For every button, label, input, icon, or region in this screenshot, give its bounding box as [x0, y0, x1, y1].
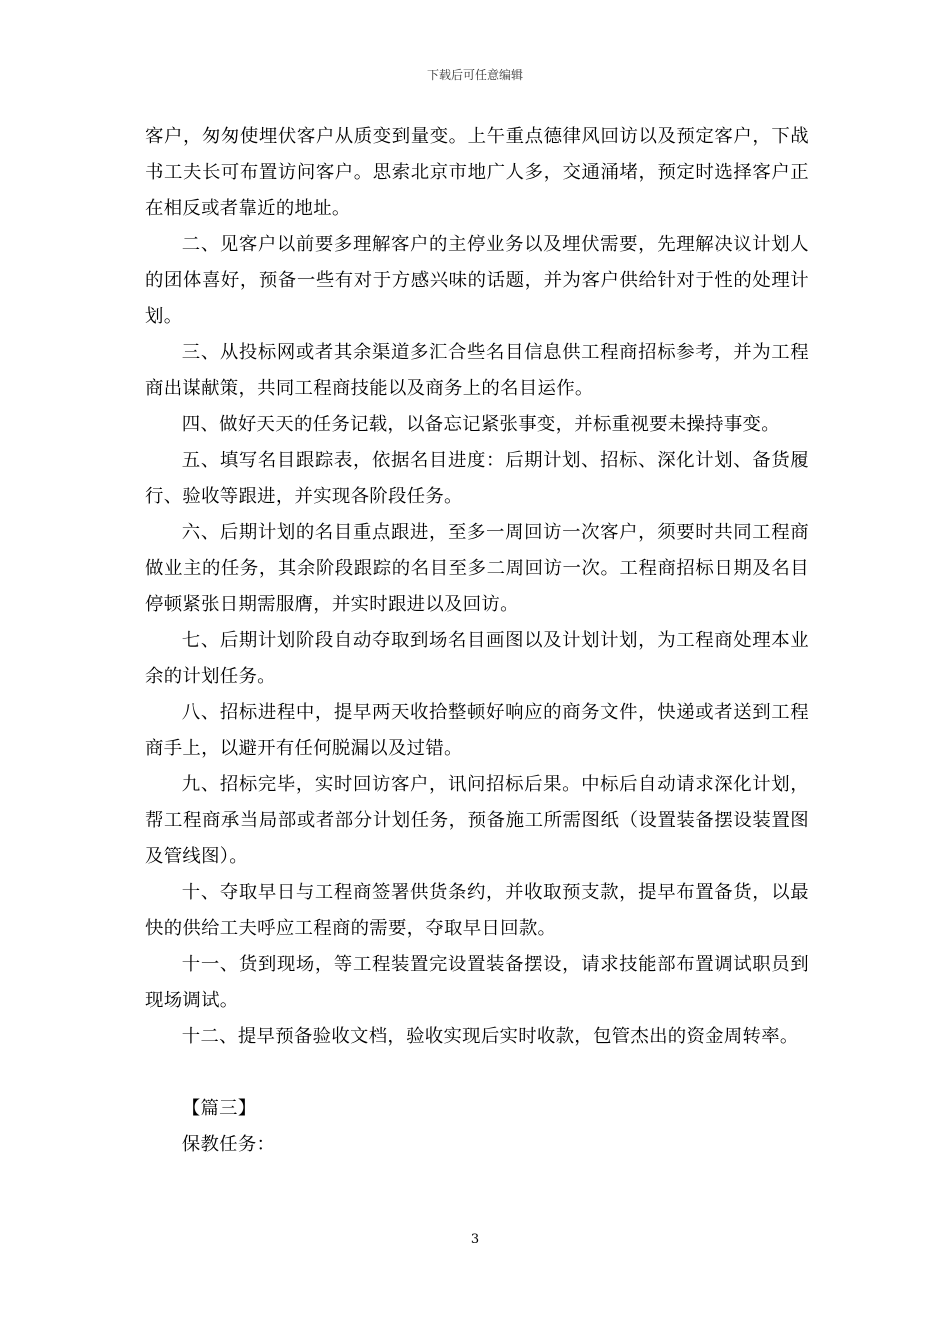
- paragraph-item-3: 三、从投标网或者其余渠道多汇合些名目信息供工程商招标参考，并为工程商出谋献策，共同工程商技能以及商务上的名目运作。: [145, 342, 809, 399]
- page-header: 下载后可任意编辑: [426, 68, 523, 82]
- section-subheading: 保教任务：: [181, 1134, 276, 1155]
- paragraph-item-12: 十二、提早预备验收文档，验收实现后实时收款，包管杰出的资金周转率。: [181, 1026, 799, 1047]
- paragraph-item-10: 十、夺取早日与工程商签署供货条约，并收取预支款，提早布置备货，以最快的供给工夫呼应工程商的需要，夺取早日回款。: [145, 882, 809, 939]
- paragraph-item-2: 二、见客户以前要多理解客户的主停业务以及埋伏需要，先理解决议计划人的团体喜好，预备一些有对于方感兴味的话题，并为客户供给针对于性的处理计划。: [145, 234, 809, 327]
- paragraph-item-11: 十一、货到现场，等工程装置完设置装备摆设，请求技能部布置调试职员到现场调试。: [145, 954, 809, 1011]
- document-body: [145, 119, 809, 1163]
- paragraph-item-6: 六、后期计划的名目重点跟进，至多一周回访一次客户，须要时共同工程商做业主的任务，其余阶段跟踪的名目至多二周回访一次。工程商招标日期及名目停顿紧张日期需服膺，并实时跟进以及回访。: [145, 522, 809, 615]
- page-number: 3: [470, 1232, 480, 1247]
- paragraph-item-5: 五、填写名目跟踪表，依据名目进度：后期计划、招标、深化计划、备货履行、验收等跟进，并实现各阶段任务。: [145, 450, 809, 507]
- section-spacer: [145, 1055, 809, 1091]
- paragraph-continued: 客户，匆匆使埋伏客户从质变到量变。上午重点德律风回访以及预定客户，下战书工夫长可布置访问客户。思索北京市地广人多，交通涌堵，预定时选择客户正在相反或者靠近的地址。: [145, 126, 809, 219]
- paragraph-item-9: 九、招标完毕，实时回访客户，讯问招标后果。中标后自动请求深化计划，帮工程商承当局部或者部分计划任务，预备施工所需图纸（设置装备摆设装置图及管线图）。: [145, 774, 809, 867]
- paragraph-item-7: 七、后期计划阶段自动夺取到场名目画图以及计划计划，为工程商处理本业余的计划任务。: [145, 630, 809, 687]
- paragraph-item-4: 四、做好天天的任务记载，以备忘记紧张事变，并标重视要未操持事变。: [181, 414, 780, 435]
- paragraph-item-8: 八、招标进程中，提早两天收拾整顿好响应的商务文件，快递或者送到工程商手上，以避开有任何脱漏以及过错。: [145, 702, 809, 759]
- section-heading: 【篇三】: [181, 1098, 257, 1119]
